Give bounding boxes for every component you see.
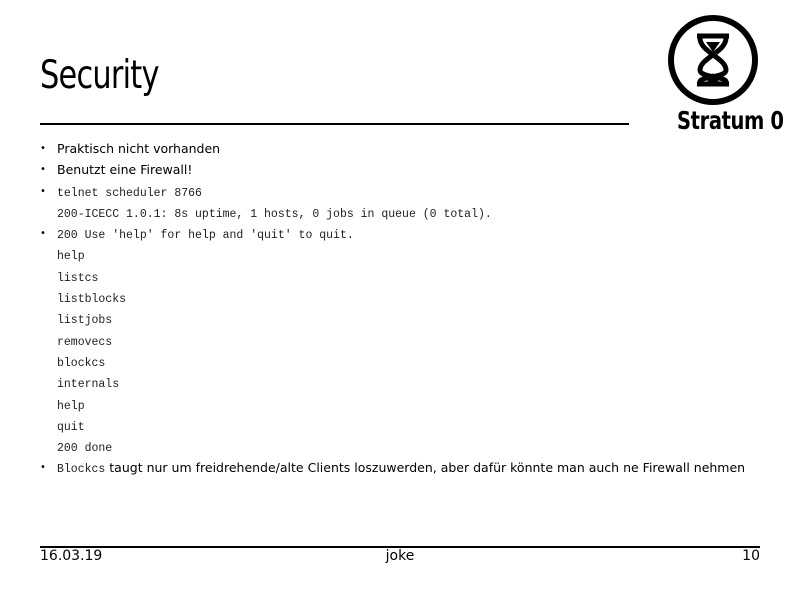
code-text: 200 done [57,442,113,456]
code-line [40,287,780,308]
bullet-item [40,223,780,244]
body-text: taugt nur um freidrehende/alte Clients loszuwerden, aber dafür könnte man auch ne Firewall nehmen [105,460,746,476]
line-text [57,308,112,331]
code-line [40,372,780,393]
code-line [40,351,780,372]
title-divider [40,123,629,125]
slide-body [40,138,780,479]
bullet-dot-icon: • [40,462,46,474]
code-text: telnet scheduler 8766 [57,186,202,200]
code-text: listblocks [57,293,127,307]
code-text: listjobs [57,314,113,328]
body-text: Benutzt eine Firewall! [57,162,193,178]
line-text [57,138,220,159]
code-text: internals [57,378,120,392]
body-text: Praktisch nicht vorhanden [57,141,221,156]
code-line [40,436,780,457]
bullet-item [40,138,780,159]
line-text [57,457,745,480]
line-text [57,181,202,204]
code-line [40,244,780,265]
code-text: help [57,399,85,413]
code-line [40,266,780,287]
line-text [57,223,354,246]
footer-author: joke [385,548,415,564]
line-text [57,202,492,225]
bullet-dot-icon: • [40,164,46,176]
line-text [57,372,119,395]
code-line [40,202,780,223]
bullet-dot-icon: • [40,143,46,154]
code-text: blockcs [57,356,106,370]
code-text: 200 Use 'help' for help and 'quit' to quit. [57,229,354,243]
code-line [40,308,780,329]
line-text [57,394,85,417]
footer-page-number: 10 [742,548,760,564]
line-text [57,287,126,310]
code-line [40,394,780,415]
logo-wordmark: Stratum 0 [677,106,784,135]
bullet-item [40,457,780,478]
line-text [57,351,105,374]
slide-title: Security [40,53,159,98]
line-text [57,436,112,459]
code-text: 200-ICECC 1.0.1: 8s uptime, 1 hosts, 0 jobs in queue (0 total). [57,207,492,221]
line-text [57,244,85,267]
bullet-item [40,181,780,202]
code-text: quit [57,420,85,434]
code-line [40,415,780,436]
code-text: Blockcs [57,463,106,477]
line-text [57,415,85,438]
footer-date: 16.03.19 [40,548,103,564]
code-line [40,330,780,351]
line-text [57,159,192,180]
code-text: help [57,250,85,264]
line-text [57,266,98,289]
code-text: removecs [57,335,113,349]
bullet-item [40,159,780,180]
bullet-dot-icon: • [40,185,46,197]
code-text: listcs [57,271,99,285]
line-text [57,330,112,353]
bullet-dot-icon: • [40,228,46,240]
